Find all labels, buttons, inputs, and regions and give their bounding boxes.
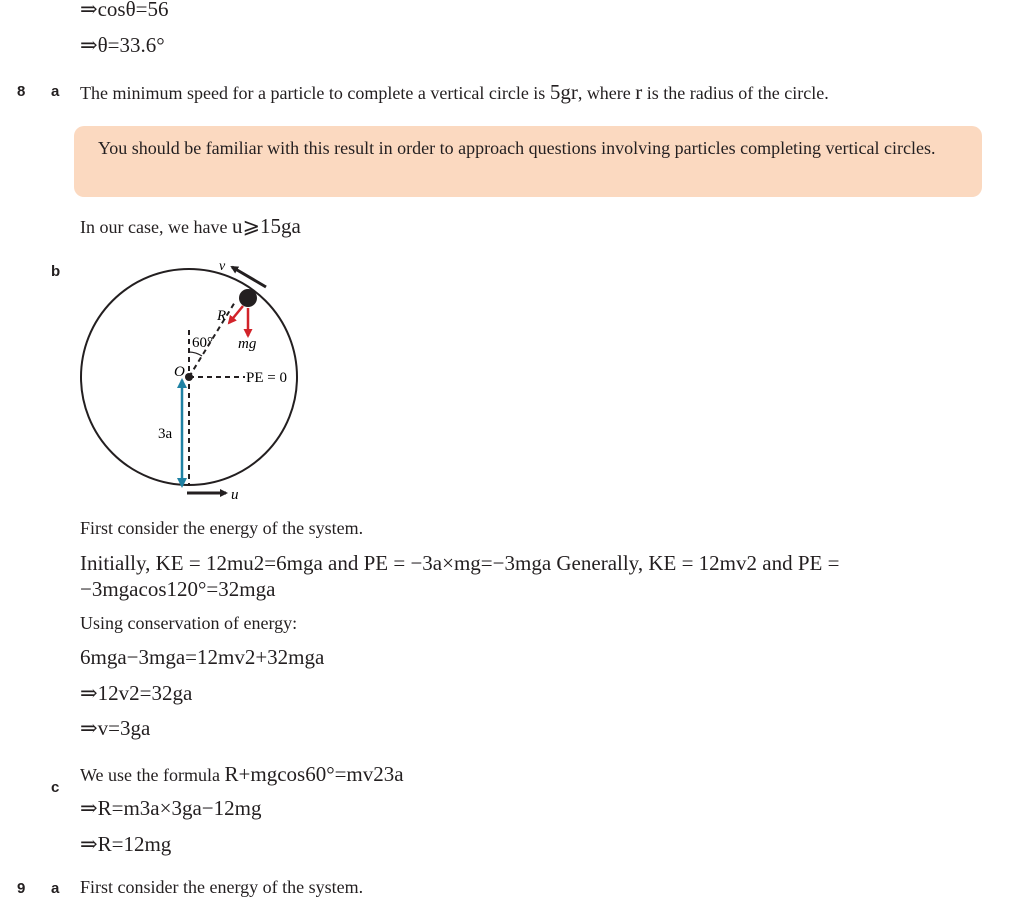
equation-conservation: 6mga−3mga=12mv2+32mga — [80, 645, 325, 669]
label-angle: 60° — [192, 335, 213, 351]
equation-half-v-squared: ⇒12v2=32ga — [80, 681, 193, 705]
part-letter-a-q9: a — [51, 880, 60, 897]
q8a-math-5gr: 5gr — [549, 80, 578, 104]
q8a-math-r: r — [635, 80, 643, 104]
q8a-end-text: is the radius of the circle. — [642, 83, 829, 103]
formula-math: R+mgcos60°=mv23a — [224, 762, 404, 786]
first-consider-text: First consider the energy of the system. — [80, 518, 364, 538]
energy-line-1: Initially, KE = 12mu2=6mga and PE = −3a×mg=−3mga Generally, KE = 12mv2 and PE = — [80, 551, 840, 575]
label-3a: 3a — [158, 426, 173, 442]
case-text: In our case, we have — [80, 217, 232, 237]
equation-R-substitution: ⇒R=m3a×3ga−12mg — [80, 796, 262, 820]
conservation-text: Using conservation of energy: — [80, 613, 298, 633]
label-v: v — [219, 259, 226, 274]
part-letter-c: c — [51, 779, 60, 796]
label-u: u — [231, 487, 239, 503]
question-number-8: 8 — [17, 83, 26, 100]
equation-v: ⇒v=3ga — [80, 716, 151, 740]
equation-cos-theta: ⇒cosθ=56 — [80, 0, 169, 21]
q8a-mid-text: , where — [577, 83, 636, 103]
tip-callout — [74, 126, 982, 197]
q8a-statement — [80, 80, 829, 105]
q9a-text: First consider the energy of the system. — [80, 877, 364, 897]
equation-R-result: ⇒R=12mg — [80, 832, 172, 856]
label-mg: mg — [238, 336, 257, 352]
label-O: O — [174, 364, 185, 380]
case-line — [80, 214, 301, 239]
tip-callout-text: You should be familiar with this result in order to approach questions involving particles completing vertical circles. — [98, 138, 936, 158]
velocity-v-arrow — [232, 267, 266, 287]
case-math: u⩾15ga — [231, 214, 301, 238]
label-PE: PE = 0 — [246, 370, 287, 386]
question-number-9: 9 — [17, 880, 26, 897]
energy-line-2: −3mgacos120°=32mga — [80, 577, 276, 601]
label-R: R — [217, 308, 227, 324]
vertical-circle-diagram — [70, 252, 320, 512]
reaction-R-arrow — [229, 306, 243, 323]
equation-theta: ⇒θ=33.6° — [80, 33, 165, 57]
part-letter-b: b — [51, 263, 61, 280]
particle — [239, 289, 257, 307]
center-point — [185, 373, 193, 381]
formula-line — [80, 762, 404, 787]
q8a-intro-text: The minimum speed for a particle to complete a vertical circle is — [80, 83, 550, 103]
angle-arc — [189, 352, 202, 356]
part-letter-a: a — [51, 83, 60, 100]
formula-text: We use the formula — [80, 765, 225, 785]
